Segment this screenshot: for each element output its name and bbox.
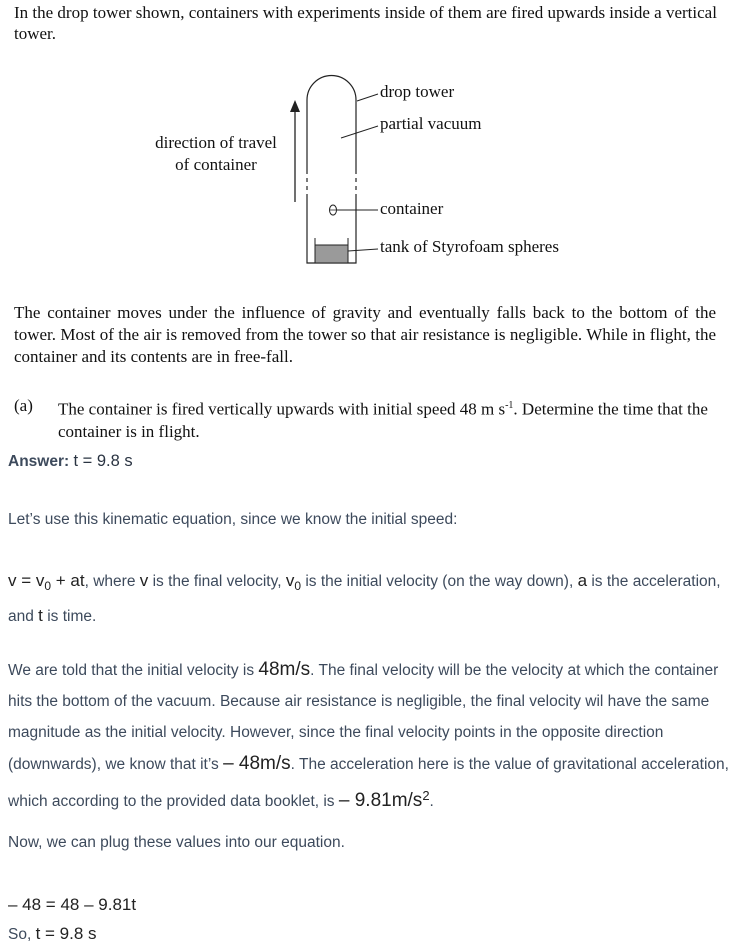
leader-tank xyxy=(348,249,378,251)
label-container: container xyxy=(380,199,444,218)
leader-partial-vacuum xyxy=(341,126,378,138)
plug-values-text: Now, we can plug these values into our equation. xyxy=(8,834,345,851)
leader-drop-tower xyxy=(357,94,378,101)
label-drop-tower: drop tower xyxy=(380,82,455,101)
question-text: The container is fired vertically upwards with initial speed 48 m $s^{-1}$. Determine the time that the container is in flight. xyxy=(58,399,708,441)
final-result: So, t = 9.8 s xyxy=(8,924,97,943)
tower-outline xyxy=(307,76,356,264)
label-partial-vacuum: partial vacuum xyxy=(380,114,482,133)
answer-line xyxy=(8,452,730,471)
solution-intro: Let’s use this kinematic equation, since we know the initial speed: xyxy=(8,511,458,528)
question-marker: (a) xyxy=(14,396,33,415)
equation-substituted: – 48 = 48 – 9.81t xyxy=(8,895,137,914)
drop-tower-diagram xyxy=(0,66,733,296)
intro-text: In the drop tower shown, containers with experiments inside of them are fired upwards inside a vertical tower. xyxy=(14,3,717,43)
direction-label: direction of travel of container xyxy=(155,133,277,174)
answer-label: Answer: xyxy=(8,453,70,470)
final-calculation xyxy=(8,890,730,949)
question-a xyxy=(14,395,720,443)
answer-value: t = 9.8 s xyxy=(73,452,133,470)
label-tank: tank of Styrofoam spheres xyxy=(380,237,559,256)
velocity-explanation: We are told that the initial velocity is 48m/s. The final velocity will be the velocity at which the container hits the bottom of the vacuum. Because air resistance is negligible, the final velocity wil have the same magnitude as the initial velocity. However, since the final velocity points in the opposite direction (downwards), we know that it’s – 48m/s. The acceleration here is the value of gravitational acceleration, which according to the provided data booklet, is – $9.81m/s^2$. xyxy=(8,659,729,812)
drop-tower-figure xyxy=(0,66,733,296)
kinematic-equation-explanation: $v = v_0$ + at, where v is the final velocity, $v_0$ is the initial velocity (on the way down), a is the acceleration, and t is time. xyxy=(8,571,721,626)
direction-arrow-head xyxy=(290,100,300,112)
foam-tank xyxy=(315,245,348,263)
context-paragraph: The container moves under the influence of gravity and eventually falls back to the bottom of the tower. Most of the air is removed from the tower so that air resistance is negligible. While in flight, the container and its contents are in free-fall. xyxy=(14,303,716,366)
